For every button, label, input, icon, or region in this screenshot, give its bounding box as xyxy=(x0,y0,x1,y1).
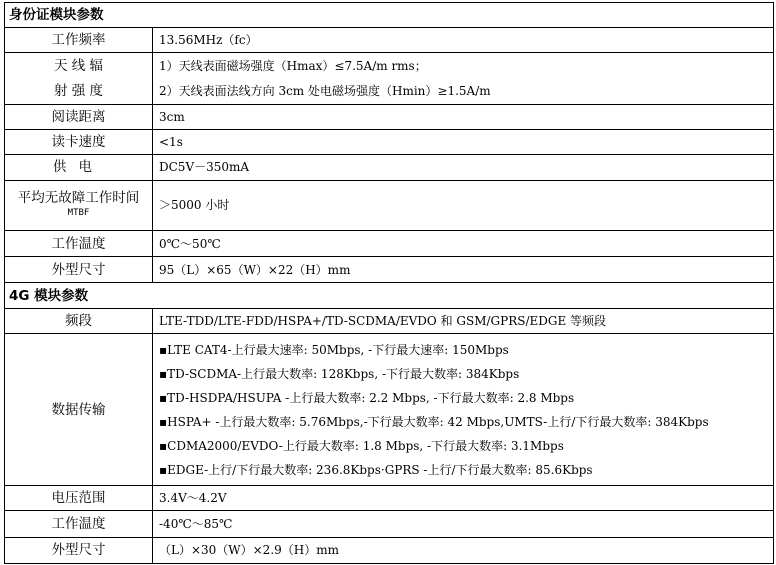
table-row xyxy=(5,104,774,129)
row-value-list xyxy=(153,333,774,485)
table-row xyxy=(5,537,774,563)
section-title-id-module: 身份证模块参数 xyxy=(5,3,774,28)
list-item: ▪LTE CAT4-上行最大速率: 50Mbps, -下行最大速率: 150Mbps xyxy=(159,342,509,357)
row-label: 工作温度 xyxy=(5,230,153,256)
row-label xyxy=(5,53,153,104)
row-value: ＞5000 小时 xyxy=(153,180,774,230)
bullet: ▪ xyxy=(159,366,168,381)
table-row xyxy=(5,28,774,53)
bullet: ▪ xyxy=(159,414,168,429)
row-value: DC5V－350mA xyxy=(153,155,774,180)
bullet: ▪ xyxy=(159,342,168,357)
table-row xyxy=(5,308,774,333)
row-value xyxy=(153,53,774,104)
list-item: ▪CDMA2000/EVDO-上行最大数率: 1.8 Mbps, -下行最大数率: 3.1Mbps xyxy=(159,438,564,453)
row-label-line: 天 线 辐 xyxy=(53,57,104,74)
table-row xyxy=(5,53,774,104)
list-item: ▪EDGE-上行/下行最大数率: 236.8Kbps·GPRS -上行/下行最大数率: 85.6Kbps xyxy=(159,462,593,477)
table-row xyxy=(5,511,774,537)
section-header-row xyxy=(5,3,774,28)
bullet: ▪ xyxy=(159,390,168,405)
row-value: 95（L）×65（W）×22（H）mm xyxy=(153,257,774,283)
row-label-line: 射 强 度 xyxy=(53,82,104,99)
section-header-row xyxy=(5,283,774,308)
row-label: 读卡速度 xyxy=(5,130,153,155)
row-value: （L）×30（W）×2.9（H）mm xyxy=(153,537,774,563)
table-row xyxy=(5,486,774,511)
row-label-sub: MTBF xyxy=(67,208,90,219)
row-value-line: 1）天线表面磁场强度（Hmax）≤7.5A/m rms； xyxy=(159,58,427,73)
row-label xyxy=(5,180,153,230)
table-row xyxy=(5,333,774,485)
row-label: 外型尺寸 xyxy=(5,537,153,563)
bullet: ▪ xyxy=(159,438,168,453)
row-label: 数据传输 xyxy=(5,333,153,485)
table-row xyxy=(5,130,774,155)
row-label-main: 平均无故障工作时间 xyxy=(17,190,140,207)
row-value: <1s xyxy=(153,130,774,155)
row-label: 频段 xyxy=(5,308,153,333)
row-label: 工作频率 xyxy=(5,28,153,53)
row-value-line: 2）天线表面法线方向 3cm 处电磁场强度（Hmin）≥1.5A/m xyxy=(159,83,491,98)
table-row xyxy=(5,155,774,180)
row-value: 3.4V～4.2V xyxy=(153,486,774,511)
row-label: 外型尺寸 xyxy=(5,257,153,283)
row-label: 工作温度 xyxy=(5,511,153,537)
row-label: 阅读距离 xyxy=(5,104,153,129)
list-item: ▪TD-HSDPA/HSUPA -上行最大数率: 2.2 Mbps, -下行最大数率: 2.8 Mbps xyxy=(159,390,575,405)
row-value: LTE-TDD/LTE-FDD/HSPA+/TD-SCDMA/EVDO 和 GSM/GPRS/EDGE 等频段 xyxy=(153,308,774,333)
table-row xyxy=(5,180,774,230)
row-label: 电压范围 xyxy=(5,486,153,511)
row-value: 0℃～50℃ xyxy=(153,230,774,256)
spec-table xyxy=(4,2,774,564)
table-row xyxy=(5,230,774,256)
bullet: ▪ xyxy=(159,462,168,477)
table-row xyxy=(5,257,774,283)
row-value: 13.56MHz（fc） xyxy=(153,28,774,53)
row-value: -40℃～85℃ xyxy=(153,511,774,537)
list-item: ▪TD-SCDMA-上行最大数率: 128Kbps, -下行最大数率: 384Kbps xyxy=(159,366,520,381)
row-label: 供电 xyxy=(5,155,153,180)
list-item: ▪HSPA+ -上行最大数率: 5.76Mbps,-下行最大数率: 42 Mbps,UMTS-上行/下行最大数率: 384Kbps xyxy=(159,414,709,429)
row-value: 3cm xyxy=(153,104,774,129)
section-title-4g-module: 4G 模块参数 xyxy=(5,283,774,308)
